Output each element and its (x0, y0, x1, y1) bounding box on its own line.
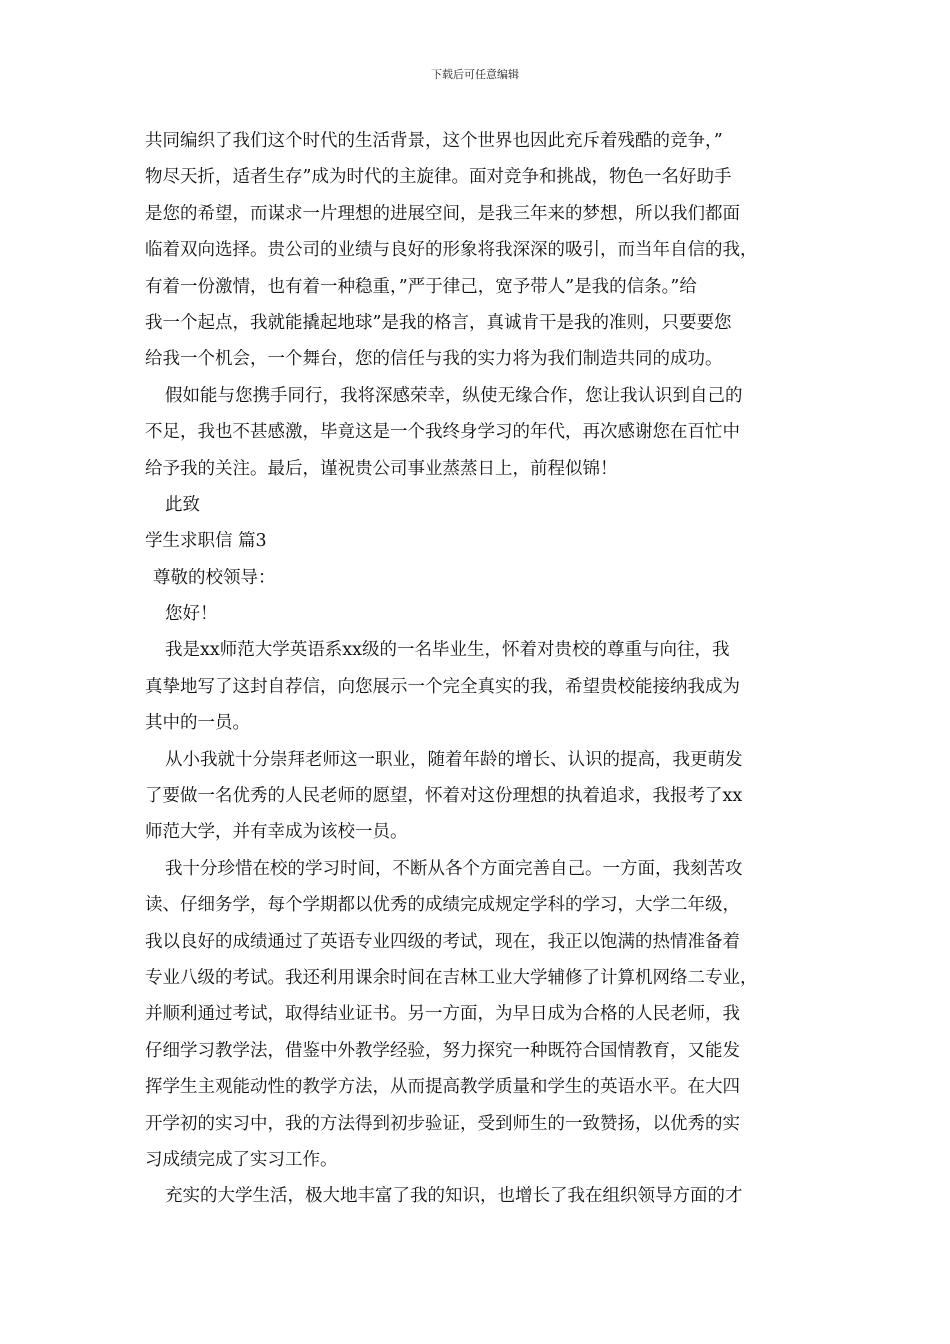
document-body (145, 123, 825, 1215)
text-line: 专业八级的考试。我还利用课余时间在吉林工业大学辅修了计算机网络二专业， (145, 967, 758, 988)
text-line: 临着双向选择。贵公司的业绩与良好的形象将我深深的吸引，而当年自信的我， (145, 240, 758, 261)
text-line: 不足，我也不甚感激，毕竟这是一个我终身学习的年代，再次感谢您在百忙中 (145, 422, 740, 443)
text-line: 我十分珍惜在校的学习时间，不断从各个方面完善自己。一方面，我刻苦攻 (165, 858, 743, 879)
text-line: 给我一个机会，一个舞台，您的信任与我的实力将为我们制造共同的成功。 (145, 349, 723, 370)
text-line: 并顺利通过考试，取得结业证书。另一方面，为早日成为合格的人民老师，我 (145, 1004, 740, 1025)
text-line: 此致 (165, 494, 200, 515)
text-line: 学生求职信 篇3 (145, 531, 267, 552)
text-line: 了要做一名优秀的人民老师的愿望，怀着对这份理想的执着追求，我报考了xx (145, 786, 743, 807)
text-line: 我是xx师范大学英语系xx级的一名毕业生，怀着对贵校的尊重与向往，我 (165, 640, 730, 661)
text-line: 其中的一员。 (145, 713, 250, 734)
text-line: 仔细学习教学法，借鉴中外教学经验，努力探究一种既符合国情教育，又能发 (145, 1040, 740, 1061)
text-line: 假如能与您携手同行，我将深感荣幸，纵使无缘合作，您让我认识到自己的 (165, 385, 743, 406)
text-line: 真挚地写了这封自荐信，向您展示一个完全真实的我，希望贵校能接纳我成为 (145, 676, 740, 697)
text-line: 从小我就十分崇拜老师这一职业，随着年龄的增长、认识的提高，我更萌发 (165, 749, 743, 770)
text-line: 习成绩完成了实习工作。 (145, 1149, 338, 1170)
text-line: 我以良好的成绩通过了英语专业四级的考试，现在，我正以饱满的热情准备着 (145, 931, 740, 952)
text-line: 是您的希望，而谋求一片理想的进展空间，是我三年来的梦想，所以我们都面 (145, 203, 740, 224)
text-line: 尊敬的校领导： (153, 567, 276, 588)
text-line: 有着一份激情，也有着一种稳重，”严于律己，宽予带人”是我的信条。”给 (145, 276, 697, 297)
page-header-note: 下载后可任意编辑 (431, 68, 519, 81)
text-line: 我一个起点，我就能撬起地球”是我的格言，真诚肯干是我的准则，只要要您 (145, 312, 732, 333)
text-line: 挥学生主观能动性的教学方法，从而提高教学质量和学生的英语水平。在大四 (145, 1077, 740, 1098)
text-line: 师范大学，并有幸成为该校一员。 (145, 822, 408, 843)
text-line: 开学初的实习中，我的方法得到初步验证，受到师生的一致赞扬，以优秀的实 (145, 1113, 740, 1134)
text-line: 您好！ (165, 604, 218, 625)
text-line: 共同编织了我们这个时代的生活背景，这个世界也因此充斥着残酷的竞争，” (145, 131, 723, 151)
text-line: 给予我的关注。最后，谨祝贵公司事业蒸蒸日上，前程似锦！ (145, 458, 618, 479)
text-line: 充实的大学生活，极大地丰富了我的知识，也增长了我在组织领导方面的才 (165, 1186, 743, 1207)
text-line: 读、仔细务学，每个学期都以优秀的成绩完成规定学科的学习，大学二年级， (145, 895, 740, 916)
text-line: 物尽天折，适者生存”成为时代的主旋律。面对竞争和挑战，物色一名好助手 (145, 167, 732, 188)
